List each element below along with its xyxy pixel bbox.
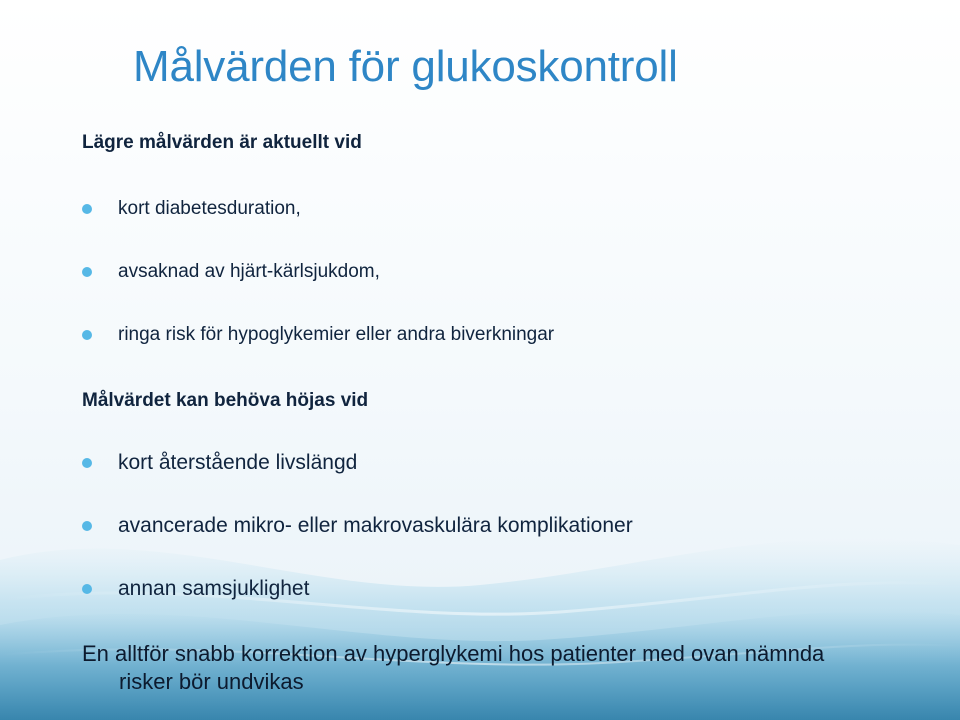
closing-statement xyxy=(82,640,942,696)
bullet-icon xyxy=(82,584,92,594)
section-heading-raised-targets: Målvärdet kan behöva höjas vid xyxy=(82,390,369,411)
list-item xyxy=(82,261,380,283)
list-item-text: annan samsjuklighet xyxy=(118,577,310,600)
list-item-text: avsaknad av hjärt-kärlsjukdom, xyxy=(118,261,380,282)
list-item xyxy=(82,198,301,220)
section-heading-lower-targets: Lägre målvärden är aktuellt vid xyxy=(82,132,362,153)
bullet-icon xyxy=(82,521,92,531)
slide-title: Målvärden för glukoskontroll xyxy=(133,42,678,91)
closing-line-1: En alltför snabb korrektion av hyperglykemi hos patienter med ovan nämnda xyxy=(82,641,825,666)
bullet-icon xyxy=(82,458,92,468)
list-item-text: kort diabetesduration, xyxy=(118,198,301,219)
list-item xyxy=(82,324,554,346)
bullet-icon xyxy=(82,267,92,277)
list-item xyxy=(82,577,309,601)
list-item-text: ringa risk för hypoglykemier eller andra biverkningar xyxy=(118,324,555,345)
closing-line-2: risker bör undvikas xyxy=(119,669,304,694)
list-item xyxy=(82,514,633,538)
bullet-icon xyxy=(82,330,92,340)
list-item-text: kort återstående livslängd xyxy=(118,451,358,474)
list-item xyxy=(82,451,357,475)
list-item-text: avancerade mikro- eller makrovaskulära komplikationer xyxy=(118,514,633,537)
bullet-icon xyxy=(82,204,92,214)
